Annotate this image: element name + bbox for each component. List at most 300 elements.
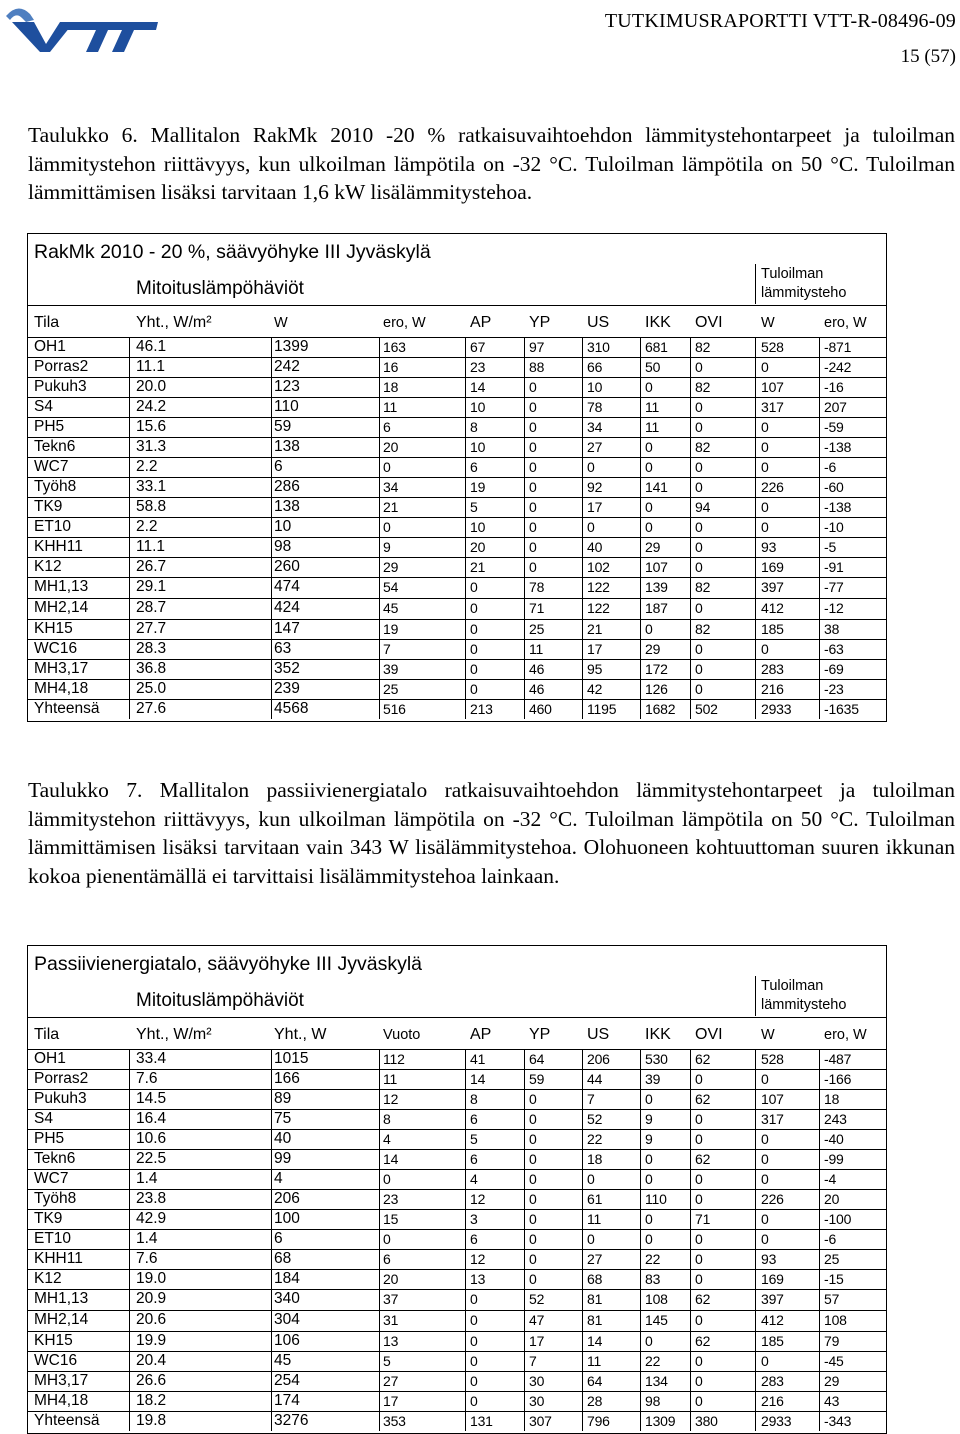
room-name-cell: MH4,18 (34, 680, 89, 697)
value-cell: 23 (470, 359, 486, 375)
value-cell: 22.5 (136, 1150, 167, 1167)
grid-line (28, 457, 886, 458)
value-cell: -91 (824, 559, 844, 575)
value-cell: 10 (587, 379, 603, 395)
value-cell: 317 (761, 1111, 784, 1127)
value-cell: 78 (529, 579, 545, 595)
room-name-cell: Porras2 (34, 1070, 89, 1087)
value-cell: 16.4 (136, 1110, 167, 1127)
value-cell: 0 (645, 1091, 653, 1107)
value-cell: 19 (470, 479, 486, 495)
value-cell: 3 (470, 1211, 478, 1227)
value-cell: 6 (470, 1151, 478, 1167)
value-cell: 82 (695, 379, 711, 395)
value-cell: 110 (645, 1191, 667, 1207)
value-cell: 10 (274, 518, 292, 535)
value-cell: 27 (587, 1251, 603, 1267)
value-cell: 10 (470, 399, 486, 415)
value-cell: 6 (383, 1251, 391, 1267)
value-cell: 12 (470, 1191, 486, 1207)
value-cell: 0 (470, 1333, 478, 1349)
page-number: 15 (57) (900, 46, 956, 67)
value-cell: -69 (824, 661, 844, 677)
value-cell: 20 (383, 439, 399, 455)
value-cell: 0 (529, 439, 537, 455)
value-cell: 9 (383, 539, 391, 555)
room-name-cell: S4 (34, 398, 53, 415)
table-subtitle: Mitoituslämpöhäviöt (136, 990, 304, 1011)
grid-line (28, 1249, 886, 1250)
column-header: W (761, 1027, 775, 1043)
value-cell: 112 (383, 1051, 405, 1067)
value-cell: -100 (824, 1211, 852, 1227)
value-cell: 184 (274, 1270, 300, 1287)
value-cell: 226 (761, 1191, 784, 1207)
value-cell: 93 (761, 539, 777, 555)
grid-line (28, 1209, 886, 1210)
grid-line (28, 1089, 886, 1090)
grid-line (28, 1109, 886, 1110)
value-cell: 99 (274, 1150, 292, 1167)
value-cell: 0 (645, 1231, 653, 1247)
value-cell: 317 (761, 399, 784, 415)
value-cell: 5 (470, 1131, 478, 1147)
table-row (28, 598, 886, 618)
value-cell: -1635 (824, 701, 859, 717)
value-cell: 0 (695, 681, 703, 697)
table-row (28, 477, 886, 497)
value-cell: 19.0 (136, 1270, 167, 1287)
value-cell: 0 (529, 1231, 537, 1247)
value-cell: 502 (695, 701, 718, 717)
value-cell: 6 (274, 458, 283, 475)
grid-line (465, 337, 466, 719)
value-cell: 28.3 (136, 640, 167, 657)
grid-line (28, 619, 886, 620)
value-cell: 20.0 (136, 378, 167, 395)
table-row (28, 639, 886, 659)
value-cell: 134 (645, 1373, 668, 1389)
value-cell: 0 (470, 600, 478, 616)
room-name-cell: KHH11 (34, 1250, 83, 1267)
value-cell: 0 (587, 459, 595, 475)
value-cell: 122 (587, 600, 610, 616)
value-cell: 0 (695, 539, 703, 555)
value-cell: 43 (824, 1393, 840, 1409)
value-cell: 0 (529, 419, 537, 435)
value-cell: 0 (761, 459, 769, 475)
grid-line (28, 437, 886, 438)
grid-line (524, 1049, 525, 1431)
value-cell: 29.1 (136, 578, 167, 595)
value-cell: 226 (761, 479, 784, 495)
value-cell: 0 (529, 519, 537, 535)
value-cell: 18 (587, 1151, 603, 1167)
table-row (28, 377, 886, 397)
value-cell: 2.2 (136, 518, 158, 535)
table-row (28, 457, 886, 477)
value-cell: 1309 (645, 1413, 676, 1429)
value-cell: 45 (274, 1352, 292, 1369)
value-cell: 424 (274, 599, 300, 616)
value-cell: 0 (529, 1211, 537, 1227)
value-cell: 2933 (761, 701, 792, 717)
value-cell: 0 (695, 1171, 703, 1187)
value-cell: 145 (645, 1312, 668, 1328)
value-cell: 0 (529, 1131, 537, 1147)
value-cell: 1399 (274, 338, 309, 355)
grid-line (28, 699, 886, 700)
value-cell: -15 (824, 1271, 844, 1287)
value-cell: 0 (695, 419, 703, 435)
table-row (28, 1269, 886, 1289)
room-name-cell: Työh8 (34, 1190, 77, 1207)
value-cell: 0 (695, 1271, 703, 1287)
value-cell: 0 (695, 359, 703, 375)
room-name-cell: S4 (34, 1110, 53, 1127)
value-cell: 1.4 (136, 1170, 158, 1187)
room-name-cell: TK9 (34, 498, 63, 515)
value-cell: 7 (529, 1353, 537, 1369)
grid-line (28, 1411, 886, 1412)
value-cell: 27 (587, 439, 603, 455)
value-cell: 11.1 (136, 538, 166, 555)
column-header: W (274, 315, 288, 331)
table-title: Passiivienergiatalo, säävyöhyke III Jyväskylä (34, 953, 423, 975)
value-cell: 283 (761, 1373, 784, 1389)
room-name-cell: PH5 (34, 418, 65, 435)
table-row (28, 1289, 886, 1309)
value-cell: 71 (529, 600, 545, 616)
value-cell: 141 (645, 479, 668, 495)
value-cell: 14 (587, 1333, 603, 1349)
value-cell: 67 (470, 339, 486, 355)
value-cell: 98 (274, 538, 292, 555)
value-cell: 185 (761, 621, 784, 637)
value-cell: -138 (824, 439, 852, 455)
value-cell: 44 (587, 1071, 603, 1087)
value-cell: 0 (529, 1091, 537, 1107)
value-cell: 82 (695, 579, 711, 595)
value-cell: 352 (274, 660, 300, 677)
value-cell: 0 (761, 519, 769, 535)
value-cell: 19 (383, 621, 399, 637)
value-cell: 187 (645, 600, 668, 616)
grid-line (379, 1049, 380, 1431)
value-cell: 18 (383, 379, 399, 395)
value-cell: 57 (824, 1291, 840, 1307)
value-cell: 20.9 (136, 1290, 167, 1307)
table-row (28, 1109, 886, 1129)
room-name-cell: ET10 (34, 1230, 72, 1247)
value-cell: 207 (824, 399, 847, 415)
value-cell: 353 (383, 1413, 406, 1429)
value-cell: 4 (383, 1131, 391, 1147)
column-header: Yht., W/m² (136, 314, 212, 331)
value-cell: 172 (645, 661, 668, 677)
supply-air-heading-line2: lämmitysteho (761, 997, 847, 1013)
value-cell: 59 (529, 1071, 545, 1087)
value-cell: 0 (529, 499, 537, 515)
value-cell: 0 (695, 1373, 703, 1389)
grid-line (28, 679, 886, 680)
room-name-cell: Pukuh3 (34, 378, 87, 395)
grid-line (28, 1189, 886, 1190)
value-cell: 62 (695, 1291, 711, 1307)
value-cell: 126 (645, 681, 668, 697)
value-cell: 7 (587, 1091, 595, 1107)
value-cell: 11 (645, 399, 660, 415)
value-cell: 0 (645, 1151, 653, 1167)
value-cell: 0 (529, 399, 537, 415)
value-cell: 98 (645, 1393, 661, 1409)
value-cell: 0 (529, 1191, 537, 1207)
value-cell: 0 (695, 1191, 703, 1207)
value-cell: 0 (383, 1231, 391, 1247)
column-header: Yht., W (274, 1026, 327, 1043)
table-row (28, 337, 886, 357)
grid-line (28, 659, 886, 660)
value-cell: 0 (761, 439, 769, 455)
value-cell: 61 (587, 1191, 603, 1207)
value-cell: 260 (274, 558, 300, 575)
value-cell: -60 (824, 479, 844, 495)
room-name-cell: OH1 (34, 338, 66, 355)
value-cell: -77 (824, 579, 844, 595)
value-cell: 0 (470, 641, 478, 657)
value-cell: 0 (695, 399, 703, 415)
value-cell: 68 (587, 1271, 603, 1287)
value-cell: 304 (274, 1311, 300, 1328)
value-cell: 11 (587, 1353, 602, 1369)
value-cell: 11 (529, 641, 544, 657)
supply-air-heading-line2: lämmitysteho (761, 285, 847, 301)
value-cell: 0 (695, 1111, 703, 1127)
value-cell: 17 (587, 641, 603, 657)
grid-line (640, 337, 641, 719)
value-cell: 50 (645, 359, 661, 375)
value-cell: 97 (529, 339, 545, 355)
value-cell: 0 (645, 1211, 653, 1227)
value-cell: 0 (529, 559, 537, 575)
table-6-caption: Taulukko 6. Mallitalon RakMk 2010 -20 % ratkaisuvaihtoehdon lämmitystehontarpeet ja tuloilman lämmitystehon riittävyys, kun ulkoilman lämpötila on -32 °C. Tuloilman lämpötila on 50 °C. Tuloilman lämmittämisen lisäksi tarvitaan 1,6 kW lisälämmitystehoa. (28, 123, 955, 204)
value-cell: 89 (274, 1090, 292, 1107)
value-cell: 39 (645, 1071, 661, 1087)
value-cell: 12 (383, 1091, 399, 1107)
value-cell: 0 (383, 459, 391, 475)
table-row (28, 357, 886, 377)
value-cell: 46 (529, 681, 545, 697)
value-cell: 95 (587, 661, 603, 677)
value-cell: 14 (470, 379, 486, 395)
vtt-logo (4, 0, 160, 56)
value-cell: 78 (587, 399, 603, 415)
grid-line (28, 1331, 886, 1332)
value-cell: 22 (645, 1251, 661, 1267)
value-cell: 528 (761, 339, 784, 355)
value-cell: 380 (695, 1413, 718, 1429)
column-header: W (761, 315, 775, 331)
grid-line (271, 1049, 272, 1431)
value-cell: 169 (761, 1271, 784, 1287)
grid-line (465, 1049, 466, 1431)
value-cell: 254 (274, 1372, 300, 1389)
value-cell: 10 (470, 519, 486, 535)
grid-line (28, 577, 886, 578)
value-cell: 15.6 (136, 418, 167, 435)
column-header: AP (470, 1026, 492, 1043)
supply-air-heading (761, 265, 846, 303)
value-cell: -242 (824, 359, 852, 375)
table-row (28, 1209, 886, 1229)
table-row (28, 397, 886, 417)
table-row (28, 1371, 886, 1391)
table-row (28, 437, 886, 457)
value-cell: 0 (695, 519, 703, 535)
value-cell: 64 (529, 1051, 545, 1067)
room-name-cell: MH3,17 (34, 660, 89, 677)
value-cell: 516 (383, 701, 406, 717)
value-cell: 0 (470, 579, 478, 595)
header-rule (28, 1017, 886, 1018)
value-cell: 0 (695, 1231, 703, 1247)
value-cell: -487 (824, 1051, 852, 1067)
value-cell: 0 (645, 519, 653, 535)
grid-line (690, 1049, 691, 1431)
table-row (28, 1049, 886, 1069)
column-header: OVI (695, 314, 723, 331)
value-cell: 27.6 (136, 700, 167, 717)
grid-line (28, 1229, 886, 1230)
grid-line (640, 1049, 641, 1431)
value-cell: 123 (274, 378, 300, 395)
value-cell: -166 (824, 1071, 852, 1087)
table-7-caption: Taulukko 7. Mallitalon passiivienergiatalo ratkaisuvaihtoehdon lämmitystehontarpeet ja tuloilman lämmitystehon riittävyys, kun ulkoilman lämpötila on -32 °C. Tuloilman lämpötila on 50 °C. Tuloilman lämmittämisen lisäksi tarvitaan vain 343 W lisälämmitystehoa. Olohuoneen kohtuuttoman suuren ikkunan kokoa pienentämällä ei tarvittaisi lisälämmitystehoa lainkaan. (28, 778, 955, 888)
room-name-cell: MH1,13 (34, 578, 89, 595)
value-cell: 0 (761, 1231, 769, 1247)
value-cell: 0 (529, 379, 537, 395)
value-cell: 0 (645, 439, 653, 455)
room-name-cell: Tekn6 (34, 1150, 76, 1167)
value-cell: 1.4 (136, 1230, 158, 1247)
value-cell: -871 (824, 339, 852, 355)
table-row (28, 1129, 886, 1149)
value-cell: 21 (383, 499, 399, 515)
grid-line (28, 1169, 886, 1170)
supply-air-heading (761, 977, 846, 1015)
value-cell: 40 (274, 1130, 292, 1147)
room-name-cell: ET10 (34, 518, 72, 535)
value-cell: 5 (470, 499, 478, 515)
value-cell: 0 (761, 359, 769, 375)
table-title: RakMk 2010 - 20 %, säävyöhyke III Jyväskylä (34, 241, 431, 263)
room-name-cell: Yhteensä (34, 700, 100, 717)
value-cell: 20 (383, 1271, 399, 1287)
value-cell: 412 (761, 600, 784, 616)
table-row (28, 619, 886, 639)
value-cell: 14.5 (136, 1090, 167, 1107)
value-cell: 0 (695, 1251, 703, 1267)
column-header: Vuoto (383, 1027, 421, 1043)
value-cell: 71 (695, 1211, 711, 1227)
value-cell: 0 (470, 1291, 478, 1307)
column-header: ero, W (824, 1027, 867, 1043)
supply-air-heading-line1: Tuloilman (761, 978, 824, 994)
value-cell: 0 (695, 1353, 703, 1369)
room-name-cell: K12 (34, 1270, 62, 1287)
value-cell: 34 (587, 419, 603, 435)
value-cell: 11 (645, 419, 660, 435)
table-row (28, 1351, 886, 1371)
value-cell: 20.4 (136, 1352, 167, 1369)
value-cell: 29 (383, 559, 399, 575)
value-cell: 185 (761, 1333, 784, 1349)
value-cell: 0 (695, 600, 703, 616)
value-cell: 242 (274, 358, 300, 375)
value-cell: 474 (274, 578, 300, 595)
value-cell: 7.6 (136, 1070, 158, 1087)
value-cell: 0 (645, 379, 653, 395)
value-cell: 24.2 (136, 398, 167, 415)
value-cell: -5 (824, 539, 837, 555)
value-cell: 66 (587, 359, 603, 375)
column-header: IKK (645, 314, 671, 331)
value-cell: 0 (645, 499, 653, 515)
value-cell: 81 (587, 1312, 603, 1328)
table-row (28, 1331, 886, 1351)
value-cell: 11 (587, 1211, 602, 1227)
value-cell: 39 (383, 661, 399, 677)
value-cell: 28.7 (136, 599, 167, 616)
table-row (28, 517, 886, 537)
value-cell: 79 (824, 1333, 840, 1349)
value-cell: 0 (529, 1111, 537, 1127)
grid-line (582, 337, 583, 719)
value-cell: 6 (383, 419, 391, 435)
grid-line (28, 517, 886, 518)
value-cell: 38 (824, 621, 840, 637)
value-cell: 110 (274, 398, 299, 415)
grid-line (28, 1371, 886, 1372)
grid-line (28, 477, 886, 478)
value-cell: 216 (761, 1393, 784, 1409)
value-cell: -99 (824, 1151, 844, 1167)
value-cell: 0 (529, 1271, 537, 1287)
value-cell: 0 (761, 1353, 769, 1369)
value-cell: 30 (529, 1393, 545, 1409)
value-cell: 216 (761, 681, 784, 697)
value-cell: 108 (824, 1312, 847, 1328)
value-cell: 0 (761, 1171, 769, 1187)
column-header: Yht., W/m² (136, 1026, 212, 1043)
value-cell: 6 (470, 1111, 478, 1127)
grid-line (819, 1049, 820, 1431)
value-cell: 88 (529, 359, 545, 375)
value-cell: 62 (695, 1051, 711, 1067)
table-row (28, 577, 886, 597)
value-cell: 0 (587, 519, 595, 535)
value-cell: 62 (695, 1091, 711, 1107)
value-cell: 42 (587, 681, 603, 697)
value-cell: 15 (383, 1211, 399, 1227)
room-name-cell: WC16 (34, 640, 78, 657)
value-cell: 30 (529, 1373, 545, 1389)
value-cell: 460 (529, 701, 552, 717)
grid-line (755, 1049, 756, 1431)
value-cell: 147 (274, 620, 300, 637)
value-cell: 82 (695, 339, 711, 355)
value-cell: 213 (470, 701, 493, 717)
